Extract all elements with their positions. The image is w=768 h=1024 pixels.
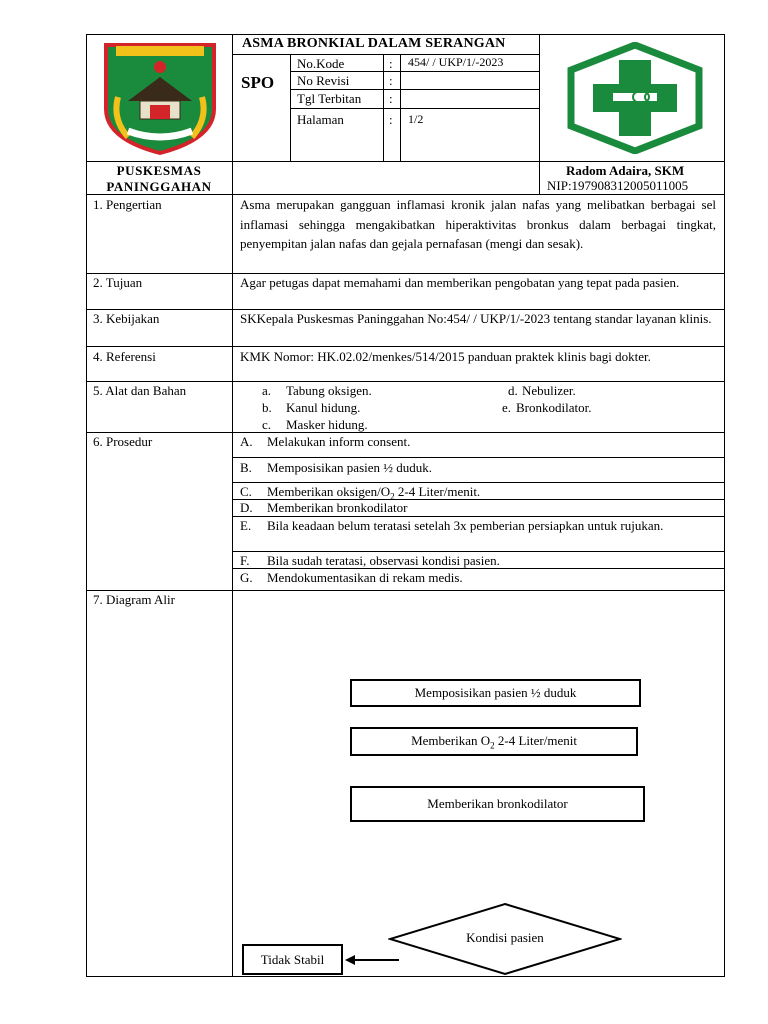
row-label-referensi: 4. Referensi	[93, 349, 156, 364]
row-text-referensi: KMK Nomor: HK.02.02/menkes/514/2015 panduan praktek klinis bagi dokter.	[240, 349, 651, 364]
flow-box-oksigen-post: 2-4 Liter/menit	[494, 732, 577, 748]
kabupaten-solok-logo	[98, 39, 222, 156]
prosedur-step-c-text: Memberikan oksigen/O	[267, 484, 391, 499]
field-value-halaman: 1/2	[408, 112, 424, 126]
row-label-diagram: 7. Diagram Alir	[93, 592, 175, 607]
prosedur-mark-d: D.	[240, 500, 253, 515]
field-sep-kode: :	[389, 56, 393, 71]
field-label-kode: No.Kode	[297, 56, 345, 71]
row-label-alat: 5. Alat dan Bahan	[93, 383, 187, 398]
prosedur-step-c-sub: 2	[390, 491, 395, 502]
row-label-pengertian: 1. Pengertian	[93, 197, 162, 212]
spo-label: SPO	[241, 73, 275, 92]
prosedur-step-f: Bila sudah teratasi, observasi kondisi pasien.	[267, 553, 500, 568]
flow-decision-label: Kondisi pasien	[466, 930, 544, 945]
flow-box-bronkodilator-label: Memberikan bronkodilator	[427, 796, 568, 811]
prosedur-step-e: Bila keadaan belum teratasi setelah 3x pemberian persiapkan untuk rujukan.	[267, 518, 664, 533]
field-label-revisi: No Revisi	[297, 73, 350, 88]
prosedur-mark-f: F.	[240, 553, 250, 568]
alat-mark-c: c.	[262, 417, 272, 432]
row-text-tujuan: Agar petugas dapat memahami dan memberikan pengobatan yang tepat pada pasien.	[240, 275, 680, 290]
prosedur-step-b: Memposisikan pasien ½ duduk.	[267, 460, 433, 475]
flow-box-posisi-label: Memposisikan pasien ½ duduk	[414, 685, 577, 700]
field-sep-halaman: :	[389, 112, 393, 127]
flow-box-oksigen-sub: 2	[490, 740, 495, 751]
alat-item-c: Masker hidung.	[286, 417, 368, 432]
field-label-terbitan: Tgl Terbitan	[297, 91, 362, 106]
alat-item-d: Nebulizer.	[522, 383, 576, 398]
row-label-tujuan: 2. Tujuan	[93, 275, 143, 290]
prosedur-mark-g: G.	[240, 570, 253, 585]
field-sep-terbitan: :	[389, 91, 393, 106]
field-sep-revisi: :	[389, 73, 393, 88]
row-label-kebijakan: 3. Kebijakan	[93, 311, 160, 326]
spo-title: ASMA BRONKIAL DALAM SERANGAN	[242, 36, 506, 51]
prosedur-mark-a: A.	[240, 434, 253, 449]
prosedur-step-c-tail: 2-4 Liter/menit.	[394, 484, 481, 499]
alat-item-a: Tabung oksigen.	[286, 383, 372, 398]
prosedur-step-d: Memberikan bronkodilator	[267, 500, 408, 515]
signatory-name: Radom Adaira, SKM	[566, 163, 685, 178]
row-label-prosedur: 6. Prosedur	[93, 434, 153, 449]
alat-item-b: Kanul hidung.	[286, 400, 361, 415]
institution-name-line2: PANINGGAHAN	[106, 179, 212, 194]
row-text-pengertian: Asma merupakan gangguan inflamasi kronik jalan nafas yang melibatkan berbagai sel inflamasi sehingga mengakibatkan hiperaktivitas bronkus dalam berbagai tingkat, penyempitan jalan nafas dan gejala pernafasan (mengi dan sesak).	[240, 197, 716, 251]
signatory-nip: NIP:197908312005011005	[547, 178, 689, 193]
flow-box-oksigen-label	[411, 733, 577, 751]
prosedur-step-a: Melakukan inform consent.	[267, 434, 411, 449]
prosedur-mark-e: E.	[240, 518, 252, 533]
field-label-halaman: Halaman	[297, 112, 344, 127]
flow-arrow-left	[343, 953, 401, 967]
prosedur-step-g: Mendokumentasikan di rekam medis.	[267, 570, 463, 585]
flow-box-oksigen-pre: Memberikan O	[411, 732, 491, 748]
puskesmas-logo	[565, 42, 705, 154]
prosedur-mark-c: C.	[240, 484, 252, 499]
alat-mark-d: d.	[508, 383, 518, 398]
row-text-kebijakan: SKKepala Puskesmas Paninggahan No:454/ / UKP/1/-2023 tentang standar layanan klinis.	[240, 311, 712, 326]
prosedur-mark-b: B.	[240, 460, 252, 475]
alat-item-e: Bronkodilator.	[516, 400, 592, 415]
flow-box-posisi	[350, 679, 641, 707]
field-value-kode: 454/ / UKP/1/-2023	[408, 55, 504, 69]
alat-mark-e: e.	[502, 400, 512, 415]
flow-box-oksigen	[350, 727, 638, 756]
institution-name-line1: PUSKESMAS	[116, 163, 202, 178]
flow-box-tidak-stabil-label: Tidak Stabil	[260, 951, 325, 967]
flow-box-bronkodilator	[350, 786, 645, 822]
alat-mark-b: b.	[262, 400, 272, 415]
alat-mark-a: a.	[262, 383, 272, 398]
flow-box-tidak-stabil	[242, 944, 343, 975]
